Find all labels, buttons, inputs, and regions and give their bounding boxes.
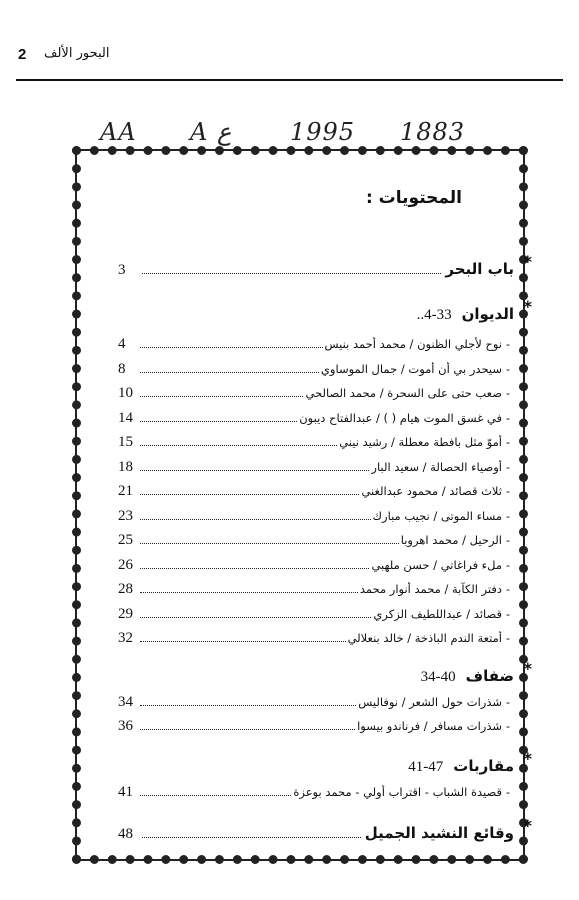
entry-label: نوح لأجلي الظنون / محمد أحمد بنيس [324,337,502,351]
toc-entry: - صعب حتى على السحرة / محمد الصالحي 10 [118,385,511,401]
entry-label: أمتعة الندم الباذخة / خالد بنعلالي [347,631,502,645]
toc-entry: - أموّ مثل بافطة معطلة / رشيد نيني 15 [118,434,511,450]
entry-label: صعب حتى على السحرة / محمد الصالحي [305,386,502,400]
dot-leader [140,372,319,373]
entry-page: 15 [118,434,133,450]
page-header [18,40,561,70]
section-range: 34-40 [420,668,456,685]
entry-label: قصيدة الشباب - اقتراب أولي - محمد بوعزة [293,784,502,799]
section-label: باب البحر [445,260,514,278]
star-icon: * [523,658,532,678]
toc-section [118,748,532,776]
handwritten-mark-3: 1995 [290,118,356,146]
star-icon: * [523,816,532,835]
dot-leader [140,729,355,730]
dot-leader [140,347,323,348]
section-label: الديوان [461,305,514,323]
header-rule [16,79,563,81]
toc-entry: - شذرات مسافر / فرناندو بيسوا 36 [118,718,511,734]
toc-entry: - قصيدة الشباب - اقتراب أولي - محمد بوعزة 41 [118,783,511,800]
dot-leader [142,837,361,838]
toc-entry: - أمتعة الندم الباذخة / خالد بنعلالي 32 [118,630,511,646]
dot-leader [140,396,303,397]
entry-page: 29 [118,605,133,622]
entry-label: ملء فراغاتي / حسن ملهبي [371,557,502,572]
toc-entry: - دفتر الكآبة / محمد أنوار محمد 28 [118,581,511,597]
section-range: 41-47 [408,758,444,775]
entry-page: 28 [118,581,133,597]
dot-leader [140,641,346,642]
toc-section [118,658,532,686]
dot-leader [140,795,291,796]
dot-leader [140,617,371,618]
entry-page: 25 [118,532,133,548]
dot-leader [142,273,441,274]
section-page: 48 [118,826,133,842]
entry-label: في غسق الموت هيام ( ) / عبدالفتاح ديبون [299,410,502,425]
entry-page: 8 [118,360,126,377]
handwritten-mark-2: A ع [190,118,232,146]
entry-page: 18 [118,458,133,475]
entry-page: 41 [118,783,133,800]
entry-page: 32 [118,630,133,646]
table-of-contents [118,188,532,843]
toc-entry: - في غسق الموت هيام ( ) / عبدالفتاح ديبون 14 [118,409,511,426]
toc-entry: - قصائد / عبداللطيف الزكري 29 [118,605,511,622]
entry-label: دفتر الكآبة / محمد أنوار محمد [359,582,502,596]
toc-entry: - مساء الموتى / نجيب مبارك 23 [118,507,511,524]
entry-page: 10 [118,385,133,401]
entry-label: قصائد / عبداللطيف الزكري [373,606,502,621]
toc-entry: - الرحيل / محمد اهروبا 25 [118,532,511,548]
entry-label: الرحيل / محمد اهروبا [400,533,502,547]
entry-page: 34 [118,693,133,710]
dot-leader [140,592,358,593]
entry-label: ثلاث قصائد / محمود عبدالغني [361,484,502,498]
toc-entry: - نوح لأجلي الظنون / محمد أحمد بنيس 4 [118,336,511,352]
section-label: مقاربات [453,756,514,775]
entry-label: شذرات حول الشعر / نوفاليس [358,694,502,709]
dot-leader [140,705,356,706]
toc-section [118,297,532,324]
dot-leader [140,568,369,569]
dot-leader [140,445,337,446]
section-label: وقائع النشيد الجميل [364,824,514,842]
toc-title: المحتويات : [365,188,462,208]
entry-page: 4 [118,336,126,352]
page-number: 2 [18,46,27,63]
toc-entry: - أوصياء الحصالة / سعيد البار 18 [118,458,511,475]
star-icon: * [523,748,532,768]
toc-section [118,816,532,843]
dot-leader [140,470,369,471]
entry-page: 21 [118,483,133,499]
star-icon: * [523,297,532,316]
entry-page: 36 [118,718,133,734]
dot-leader [140,543,399,544]
section-range: 4-33.. [416,307,452,323]
toc-section [118,252,532,279]
handwritten-mark-1: AA [100,118,137,146]
entry-label: سيحدر بي أن أموت / جمال الموساوي [320,361,502,376]
dot-leader [140,519,371,520]
toc-entry: - ثلاث قصائد / محمود عبدالغني 21 [118,483,511,499]
dot-leader [140,494,359,495]
entry-page: 23 [118,507,133,524]
section-page: 3 [118,262,126,278]
section-label: ضفاف [465,666,514,685]
handwritten-mark-4: 1883 [400,118,466,146]
running-title: البحور الألف [44,46,110,61]
entry-page: 26 [118,556,133,573]
entry-label: أموّ مثل بافطة معطلة / رشيد نيني [339,435,502,449]
star-icon: * [523,252,532,271]
entry-label: أوصياء الحصالة / سعيد البار [371,459,502,474]
toc-entry: - سيحدر بي أن أموت / جمال الموساوي 8 [118,360,511,377]
toc-entry: - ملء فراغاتي / حسن ملهبي 26 [118,556,511,573]
entry-page: 14 [118,409,133,426]
entry-label: مساء الموتى / نجيب مبارك [372,508,502,523]
toc-entry: - شذرات حول الشعر / نوفاليس 34 [118,693,511,710]
dot-leader [140,421,297,422]
entry-label: شذرات مسافر / فرناندو بيسوا [357,719,502,733]
